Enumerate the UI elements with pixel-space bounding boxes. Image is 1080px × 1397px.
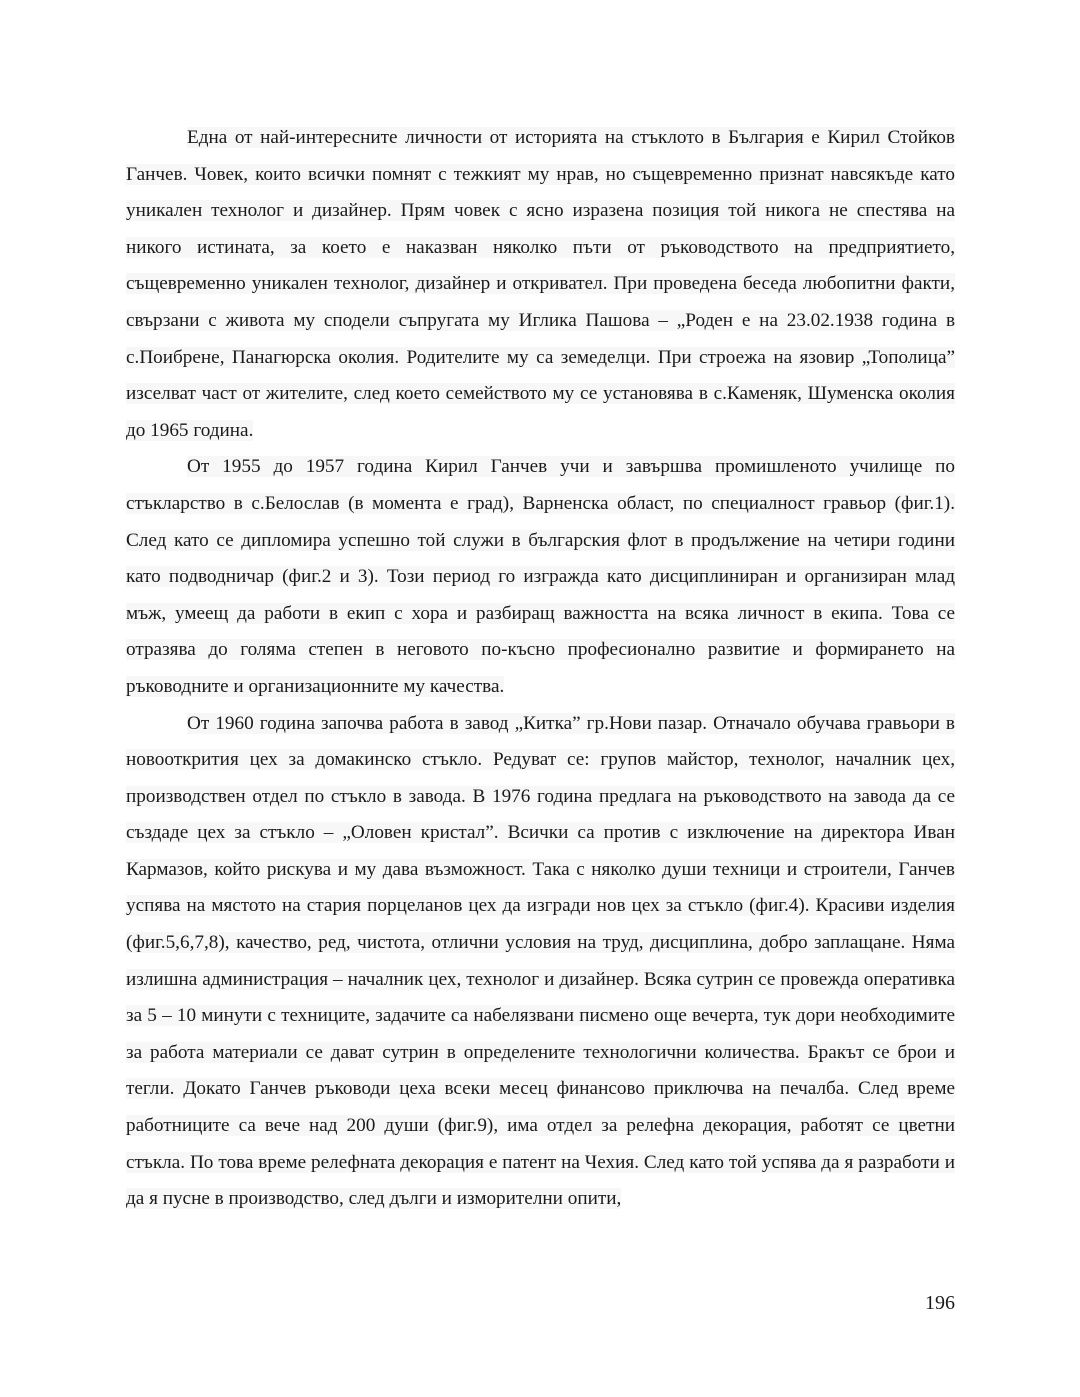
document-page	[126, 120, 955, 1218]
paragraph-2	[126, 449, 955, 705]
paragraph-3	[126, 706, 955, 1218]
paragraph-2-text: От 1955 до 1957 година Кирил Ганчев учи и завършва промишленото училище по стъкларство в с.Белослав (в момента е град), Варненска област, по специалност гравьор (фиг.1). След като се дипломира успешно той служи в българския флот в продължение на четири години като подводничар (фиг.2 и 3). Този период го изгражда като дисциплиниран и организиран млад мъж, умеещ да работи в екип с хора и разбиращ важността на всяка личност в екипа. Това се отразява до голяма степен в неговото по-късно професионално развитие и формирането на ръководните и организационните му качества.	[126, 456, 955, 697]
paragraph-1-text: Една от най-интересните личности от историята на стъклото в България е Кирил Стойков Ганчев. Човек, които всички помнят с тежкият му нрав, но същевременно признат навсякъде като уникален технолог и дизайнер. Прям човек с ясно изразена позиция той никога не спестява на никого истината, за което е наказван няколко пъти от ръководството на предприятието, същевременно уникален технолог, дизайнер и откривател. При проведена беседа любопитни факти, свързани с живота му сподели съпругата му Иглика Пашова – „Роден е на 23.02.1938 година в с.Поибрене, Панагюрска околия. Родителите му са земеделци. При строежа на язовир „Тополица” изселват част от жителите, след което семейството му се установява в с.Каменяк, Шуменска околия до 1965 година.	[126, 127, 955, 441]
paragraph-1	[126, 120, 955, 449]
page-number: 196	[925, 1292, 955, 1314]
paragraph-3-text: От 1960 година започва работа в завод „Китка” гр.Нови пазар. Отначало обучава гравьори в новооткрития цех за домакинско стъкло. Редуват се: групов майстор, технолог, началник цех, производствен отдел по стъкло в завода. В 1976 година предлага на ръководството на завода да се създаде цех за стъкло – „Оловен кристал”. Всички са против с изключение на директора Иван Кармазов, който рискува и му дава възможност. Така с няколко души техници и строители, Ганчев успява на мястото на стария порцеланов цех да изгради нов цех за стъкло (фиг.4). Красиви изделия (фиг.5,6,7,8), качество, ред, чистота, отлични условия на труд, дисциплина, добро заплащане. Няма излишна администрация – началник цех, технолог и дизайнер. Всяка сутрин се провежда оперативка за 5 – 10 минути с техниците, задачите са набелязвани писмено още вечерта, тук дори необходимите за работа материали се дават сутрин в определените технологични количества. Бракът се брои и тегли. Докато Ганчев ръководи цеха всеки месец финансово приключва на печалба. След време работниците са вече над 200 души (фиг.9), има отдел за релефна декорация, работят се цветни стъкла. По това време релефната декорация е патент на Чехия. След като той успява да я разработи и да я пусне в производство, след дълги и изморителни опити,	[126, 712, 955, 1210]
